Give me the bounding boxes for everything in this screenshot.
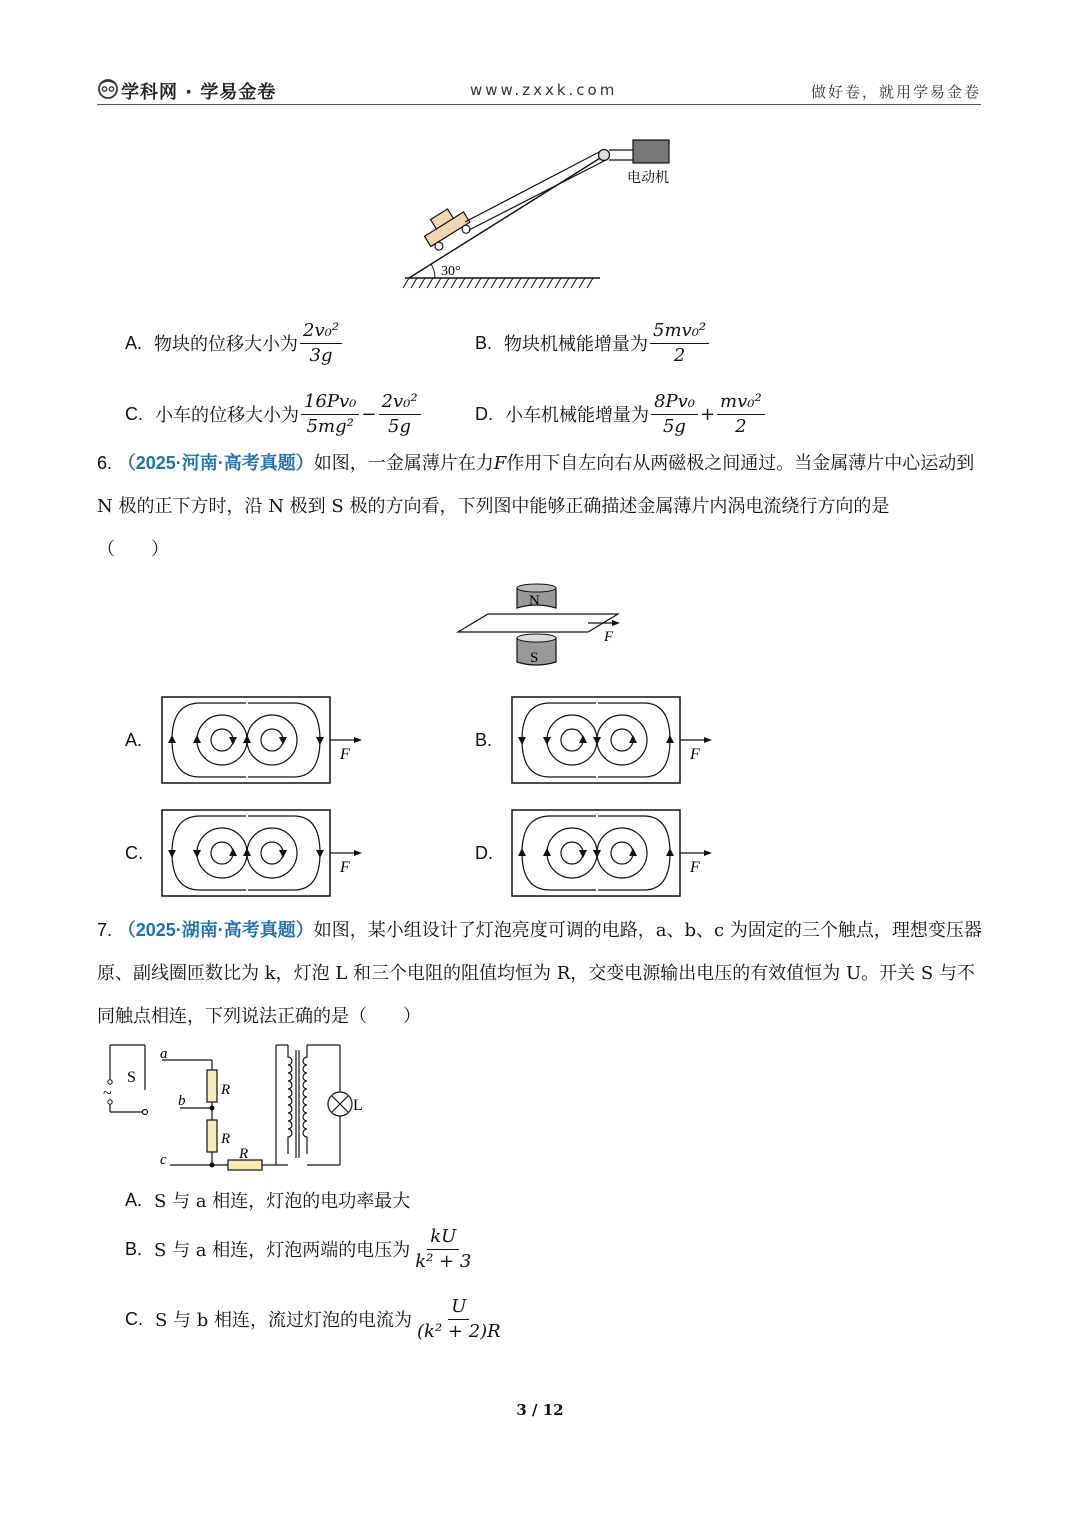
magnet-n-label: N: [529, 593, 540, 609]
q6-option-c-label: C.: [125, 843, 143, 863]
transformer-circuit-figure: [100, 1040, 390, 1175]
q6-option-d[interactable]: [510, 808, 720, 898]
page-number: 3 / 12: [516, 1401, 564, 1419]
q7-option-a[interactable]: A. S 与 a 相连，灯泡的电功率最大: [125, 1189, 411, 1212]
q6-option-b-label: B.: [475, 730, 493, 750]
q5-option-c[interactable]: C. 小车的位移大小为 $\frac{\text{16Pv₀}}{\text{5mg²}}$ − $\frac{\text{2v₀²}}{5g}$: [125, 389, 423, 439]
resistor-1-label: R: [221, 1082, 231, 1098]
force-label: F: [690, 746, 700, 763]
q5-option-b[interactable]: B. 物块机械能增量为 $\frac{\text{5mv₀²}}{2}$: [475, 318, 711, 368]
magnet-figure: [450, 578, 640, 674]
header-divider: [97, 104, 981, 105]
q5-option-d[interactable]: D. 小车机械能增量为 $\frac{\text{8Pv₀}}{5g}$ + $\frac{\text{mv₀²}}{2}$: [475, 389, 767, 439]
motor-label: 电动机: [627, 170, 669, 186]
q5a-fraction: $\frac{\text{2v₀²}}{3g}$: [300, 321, 342, 366]
page-header: [97, 76, 981, 104]
q5b-fraction: $\frac{\text{5mv₀²}}{2}$: [650, 321, 709, 366]
ac-source-symbol: ~: [103, 1085, 112, 1102]
resistor-3-label: R: [239, 1146, 249, 1162]
switch-label: S: [127, 1069, 136, 1086]
q7-option-b[interactable]: B. S 与 a 相连，灯泡两端的电压为 $\frac{kU}{\text{k² + 3}}$: [125, 1225, 472, 1272]
force-arrow-head: [704, 737, 712, 743]
force-label: F: [340, 746, 350, 763]
magnet-f-label: F: [604, 629, 614, 645]
q7-option-c[interactable]: C. S 与 b 相连，流过灯泡的电流为 $\frac{U}{\text{(k² + 2)R}}$: [125, 1295, 501, 1342]
q5-option-a[interactable]: A. 物块的位移大小为 $\frac{\text{2v₀²}}{3g}$: [125, 318, 344, 368]
q6-option-c[interactable]: [160, 808, 370, 898]
force-label: F: [690, 859, 700, 876]
force-arrow-head: [354, 737, 362, 743]
incline-angle-label: 30°: [441, 264, 461, 279]
contact-b-label: b: [178, 1093, 186, 1109]
force-arrow-head: [704, 850, 712, 856]
force-label: F: [340, 859, 350, 876]
motor-box: [633, 140, 669, 163]
q6-option-d-label: D.: [475, 843, 493, 863]
magnet-s-label: S: [530, 650, 539, 666]
q6-stem: 6. （2025·河南·高考真题）如图，一金属薄片在力F作用下自左向右从两磁极之间通过。当金属薄片中心运动到 N 极的正下方时，沿 N 极到 S 极的方向看，下列图中能够正确描述金属薄片内涡电流绕行方向的是 （ ）: [97, 453, 975, 560]
logo-icon: [97, 78, 119, 100]
q6-answer-blank[interactable]: （ ）: [97, 539, 169, 560]
contact-a-label: a: [160, 1046, 168, 1062]
header-url[interactable]: www.zxxk.com: [470, 81, 618, 99]
header-slogan: 做好卷，就用学易金卷: [810, 83, 981, 101]
incline-motor-figure: [395, 132, 695, 294]
q6-option-a-label: A.: [125, 730, 143, 750]
lamp-label: L: [353, 1097, 363, 1114]
force-arrow-head: [354, 850, 362, 856]
q6-option-a[interactable]: [160, 695, 370, 785]
contact-c-label: c: [160, 1152, 167, 1168]
resistor-2-label: R: [221, 1131, 231, 1147]
q6-option-b[interactable]: [510, 695, 720, 785]
q7-stem: 7. （2025·湖南·高考真题）如图，某小组设计了灯泡亮度可调的电路，a、b、c 为固定的三个触点，理想变压器原、副线圈匝数比为 k，灯泡 L 和三个电阻的阻值均恒为 R，交变电源输出电压的有效值恒为 U。开关 S 与不同触点相连，下列说法正确的是（ ）: [97, 920, 982, 1027]
logo-text: 学科网 · 学易金卷: [121, 82, 277, 103]
